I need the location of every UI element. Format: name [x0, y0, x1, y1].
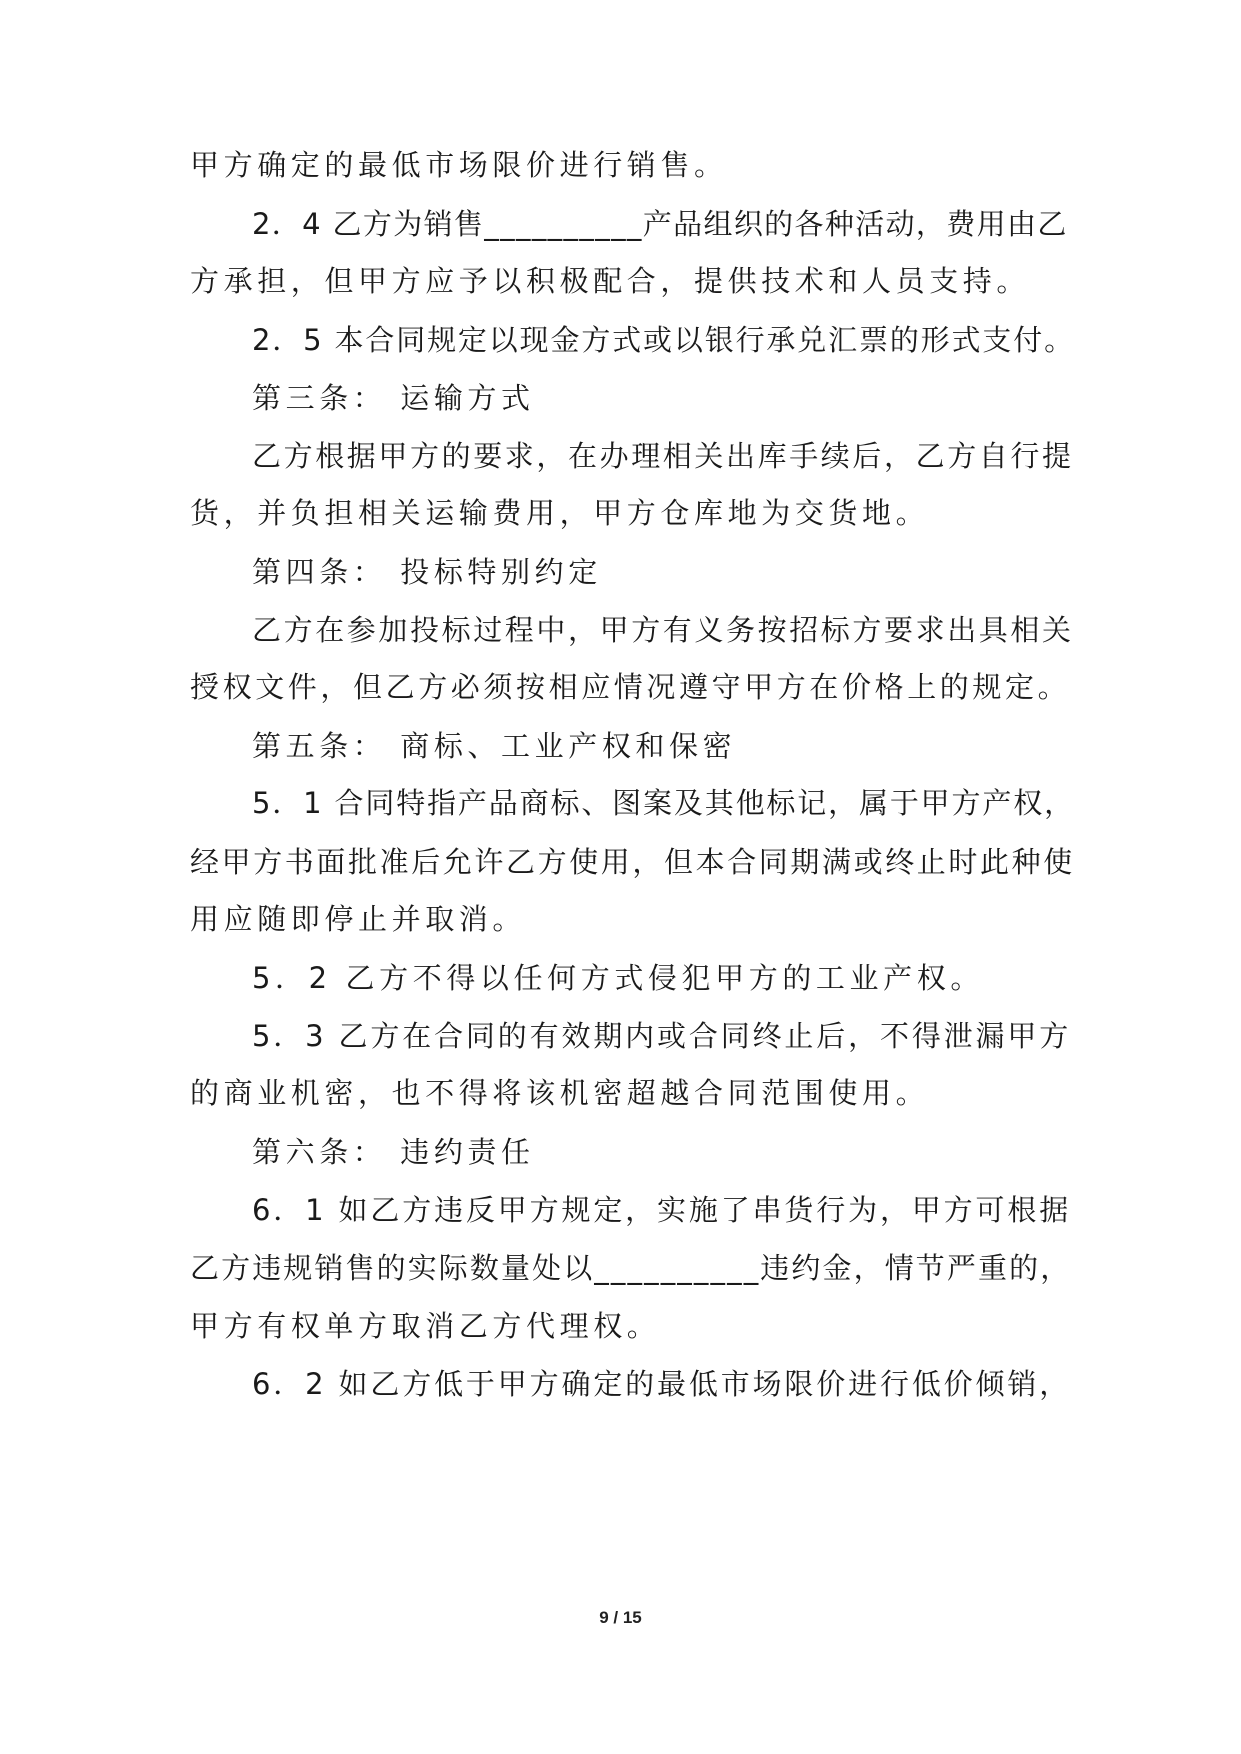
section-heading: 第六条： 违约责任 — [252, 1135, 535, 1169]
paragraph-line: 6．2 如乙方低于甲方确定的最低市场限价进行低价倾销， — [252, 1367, 1072, 1401]
paragraph-line: 2．4 乙方为销售__________产品组织的各种活动，费用由乙 — [252, 207, 1068, 241]
section-heading: 第三条： 运输方式 — [252, 381, 535, 415]
section-heading: 第四条： 投标特别约定 — [252, 555, 602, 589]
paragraph-line: 甲方有权单方取消乙方代理权。 — [190, 1309, 661, 1343]
paragraph-line: 经甲方书面批准后允许乙方使用，但本合同期满或终止时此种使 — [190, 845, 1075, 879]
section-heading: 第五条： 商标、工业产权和保密 — [252, 729, 737, 763]
paragraph-line: 6．1 如乙方违反甲方规定，实施了串货行为，甲方可根据 — [252, 1193, 1072, 1227]
paragraph-line: 乙方违规销售的实际数量处以__________违约金，情节严重的， — [190, 1251, 1072, 1285]
paragraph-line: 乙方在参加投标过程中，甲方有义务按招标方要求出具相关 — [252, 613, 1074, 647]
paragraph-line: 货，并负担相关运输费用，甲方仓库地为交货地。 — [190, 496, 930, 530]
paragraph-line: 的商业机密，也不得将该机密超越合同范围使用。 — [190, 1076, 930, 1110]
paragraph-line: 方承担，但甲方应予以积极配合，提供技术和人员支持。 — [190, 264, 1031, 298]
page-number: 9 / 15 — [599, 1608, 642, 1627]
paragraph-line: 5．3 乙方在合同的有效期内或合同终止后，不得泄漏甲方 — [252, 1019, 1072, 1053]
paragraph-line: 2．5 本合同规定以现金方式或以银行承兑汇票的形式支付。 — [252, 323, 1075, 357]
paragraph-line: 5．1 合同特指产品商标、图案及其他标记，属于甲方产权， — [252, 786, 1075, 820]
paragraph-line: 用应随即停止并取消。 — [190, 902, 527, 936]
paragraph-line: 乙方根据甲方的要求，在办理相关出库手续后，乙方自行提 — [252, 439, 1074, 473]
paragraph-line: 5．2 乙方不得以任何方式侵犯甲方的工业产权。 — [252, 961, 984, 995]
paragraph-line: 甲方确定的最低市场限价进行销售。 — [190, 148, 728, 182]
paragraph-line: 授权文件，但乙方必须按相应情况遵守甲方在价格上的规定。 — [190, 670, 1071, 704]
